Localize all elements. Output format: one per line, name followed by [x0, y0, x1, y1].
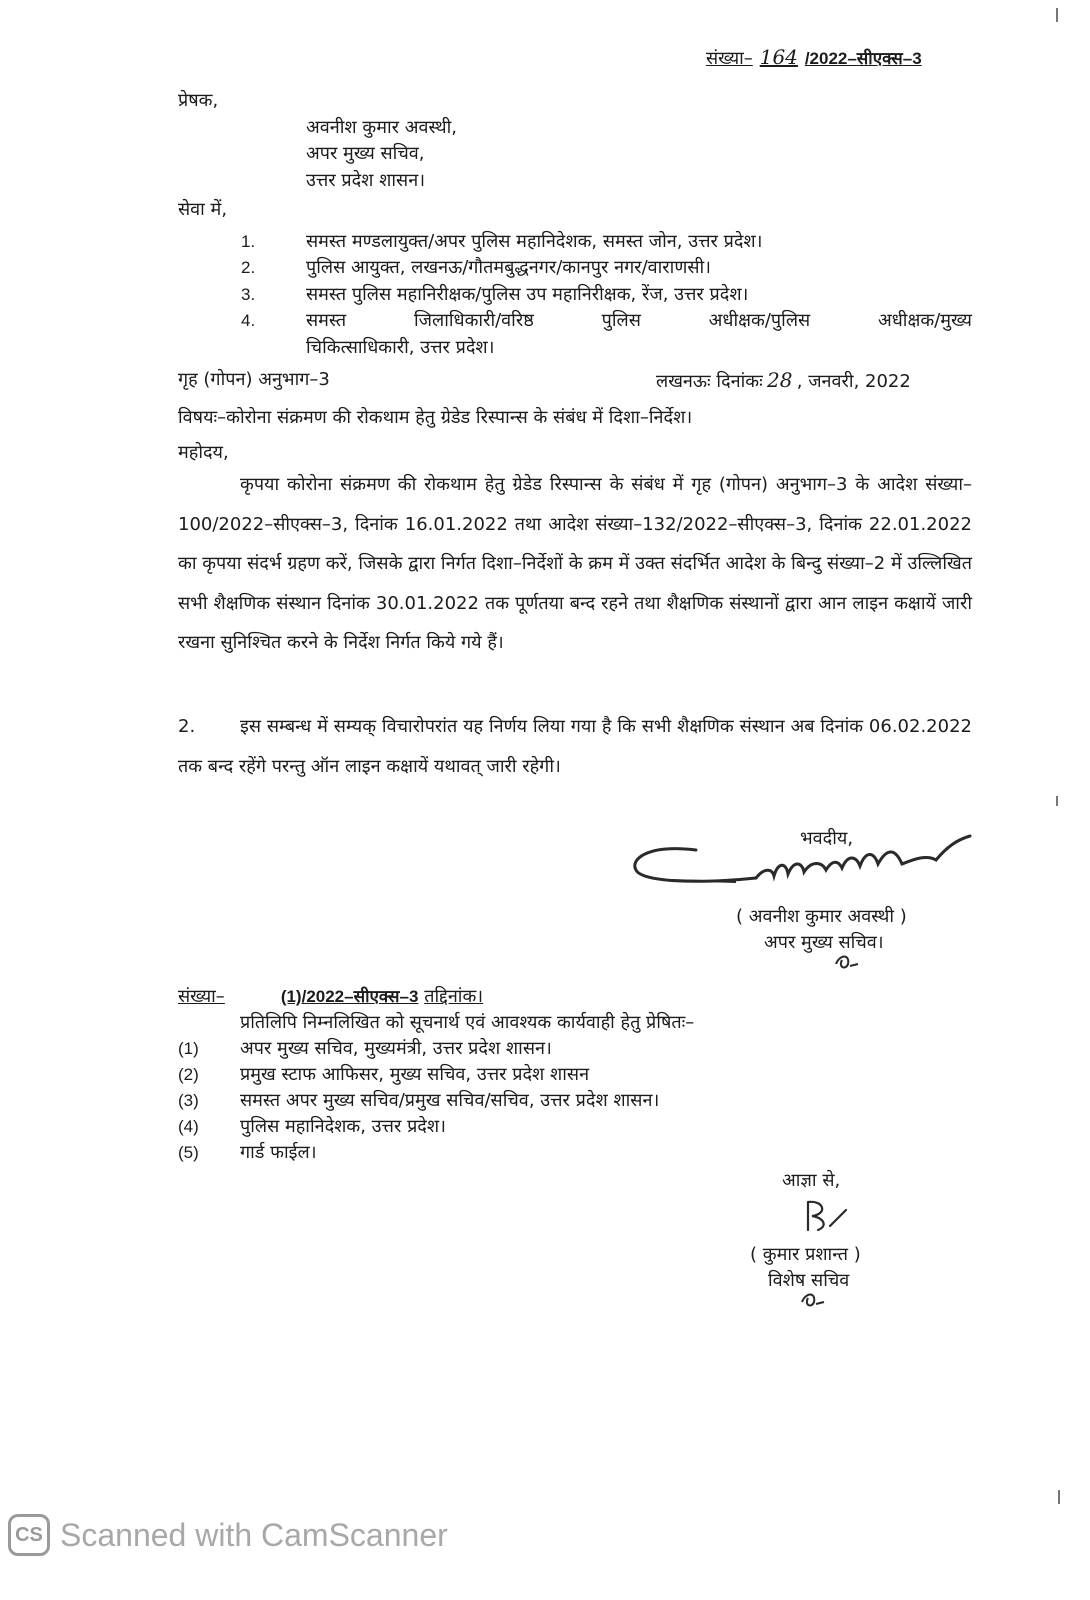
second-signature-image [794, 1196, 850, 1236]
recipient-item [0, 229, 1090, 255]
recipient-number: 2. [241, 258, 256, 277]
reference-number [706, 44, 922, 72]
copy-item-number: (1) [178, 1039, 199, 1058]
copy-item-text: समस्त अपर मुख्य सचिव/प्रमुख सचिव/सचिव, उत्तर प्रदेश शासन। [240, 1090, 660, 1111]
copy-item [0, 1114, 1090, 1140]
copy-item-number: (4) [178, 1117, 199, 1136]
recipient-item [0, 308, 1090, 334]
copy-item-text: अपर मुख्य सचिव, मुख्यमंत्री, उत्तर प्रदेश शासन। [240, 1038, 552, 1059]
recipient-number: 4. [241, 311, 256, 330]
copy-item-text: पुलिस महानिदेशक, उत्तर प्रदेश। [240, 1116, 446, 1137]
copy-item-number: (3) [178, 1091, 199, 1110]
sender-designation: अपर मुख्य सचिव, [306, 143, 425, 164]
reference-suffix: /2022–सीएक्स–3 [804, 49, 922, 68]
subject-line: विषयः–कोरोना संक्रमण की रोकथाम हेतु ग्रेडेड रिस्पान्स के संबंध में दिशा–निर्देश। [178, 407, 693, 428]
reference-handwritten-number: 164 [759, 45, 798, 69]
date-suffix: , जनवरी, 2022 [796, 371, 911, 392]
reference-prefix: संख्या– [706, 48, 753, 69]
copy-item-number: (2) [178, 1065, 199, 1084]
copy-ref-prefix: संख्या– [178, 986, 225, 1007]
salutation: महोदय, [178, 442, 229, 463]
copy-intro: प्रतिलिपि निम्नलिखित को सूचनार्थ एवं आवश्यक कार्यवाही हेतु प्रेषितः– [240, 1012, 695, 1033]
valediction: भवदीय, [800, 828, 854, 849]
signature-image [626, 830, 986, 900]
copy-item [0, 1036, 1090, 1062]
recipient-text: समस्त पुलिस महानिरीक्षक/पुलिस उप महानिरीक्षक, रेंज, उत्तर प्रदेश। [306, 284, 749, 305]
by-order: आज्ञा से, [782, 1170, 841, 1191]
copy-item-number: (5) [178, 1143, 199, 1162]
department: गृह (गोपन) अनुभाग–3 [178, 369, 330, 390]
recipient-item [0, 255, 1090, 281]
recipient-number: 3. [241, 285, 256, 304]
copy-item-text: प्रमुख स्टाफ आफिसर, मुख्य सचिव, उत्तर प्रदेश शासन [240, 1064, 590, 1085]
body-paragraph-2-text: इस सम्बन्ध में सम्यक् विचारोपरांत यह निर्णय लिया गया है कि सभी शैक्षणिक संस्थान अब दिनांक 06.02.2022 तक बन्द रहेंगे परन्तु ऑन लाइन कक्षायें यथावत् जारी रहेगी। [178, 716, 972, 777]
paragraph-number: 2. [178, 716, 196, 737]
second-signatory-name: ( कुमार प्रशान्त ) [750, 1244, 861, 1265]
date-line [656, 367, 911, 395]
second-signatory-designation: विशेष सचिव [768, 1270, 850, 1291]
scan-edge-mark [1056, 8, 1058, 22]
copy-item [0, 1062, 1090, 1088]
recipient-text: समस्त जिलाधिकारी/वरिष्ठ पुलिस अधीक्षक/पुलिस अधीक्षक/मुख्य [306, 310, 972, 331]
body-paragraph-2 [178, 707, 972, 786]
initials-mark [832, 952, 862, 972]
initials-mark [798, 1290, 828, 1310]
scan-edge-mark [1056, 796, 1058, 806]
sender-office: उत्तर प्रदेश शासन। [306, 170, 426, 191]
recipient-item [0, 282, 1090, 308]
camscanner-text: Scanned with CamScanner [60, 1516, 448, 1553]
copy-reference [178, 984, 483, 1010]
recipient-text: समस्त मण्डलायुक्त/अपर पुलिस महानिदेशक, समस्त जोन, उत्तर प्रदेश। [306, 231, 763, 252]
signatory-designation: अपर मुख्य सचिव। [764, 932, 884, 953]
scan-edge-mark [1058, 1490, 1060, 1504]
sender-label: प्रेषक, [178, 90, 219, 111]
recipient-number: 1. [241, 232, 256, 251]
copy-item-text: गार्ड फाईल। [240, 1142, 317, 1163]
copy-ref-body: (1)/2022–सीएक्स–3 [280, 987, 419, 1006]
recipient-text: पुलिस आयुक्त, लखनऊ/गौतमबुद्धनगर/कानपुर नगर/वाराणसी। [306, 257, 712, 278]
date-prefix: लखनऊः दिनांकः [656, 371, 763, 392]
camscanner-watermark [8, 1511, 448, 1559]
date-handwritten-day: 28 [767, 368, 793, 392]
camscanner-logo-icon: CS [8, 1514, 50, 1556]
recipients-label: सेवा में, [178, 199, 228, 220]
signatory-name: ( अवनीश कुमार अवस्थी ) [736, 906, 907, 927]
sender-name: अवनीश कुमार अवस्थी, [306, 117, 457, 138]
recipient-text-continuation: चिकित्साधिकारी, उत्तर प्रदेश। [306, 337, 495, 358]
copy-item [0, 1088, 1090, 1114]
body-paragraph-1-text: कृपया कोरोना संक्रमण की रोकथाम हेतु ग्रेडेड रिस्पान्स के संबंध में गृह (गोपन) अनुभाग–3 के आदेश संख्या–100/2022–सीएक्स–3, दिनांक 16.01.2022 तथा आदेश संख्या–132/2022–सीएक्स–3, दिनांक 22.01.2022 का कृपया संदर्भ ग्रहण करें, जिसके द्वारा निर्गत दिशा–निर्देशों के क्रम में उक्त संदर्भित आदेश के बिन्दु संख्या–2 में उल्लिखित सभी शैक्षणिक संस्थान दिनांक 30.01.2022 तक पूर्णतया बन्द रहने तथा शैक्षणिक संस्थानों द्वारा आन लाइन कक्षायें जारी रखना सुनिश्चित करने के निर्देश निर्गत किये गये हैं। [178, 474, 972, 653]
body-paragraph-1 [178, 465, 972, 663]
copy-ref-suffix: तद्दिनांक। [424, 986, 484, 1007]
copy-item [0, 1140, 1090, 1166]
